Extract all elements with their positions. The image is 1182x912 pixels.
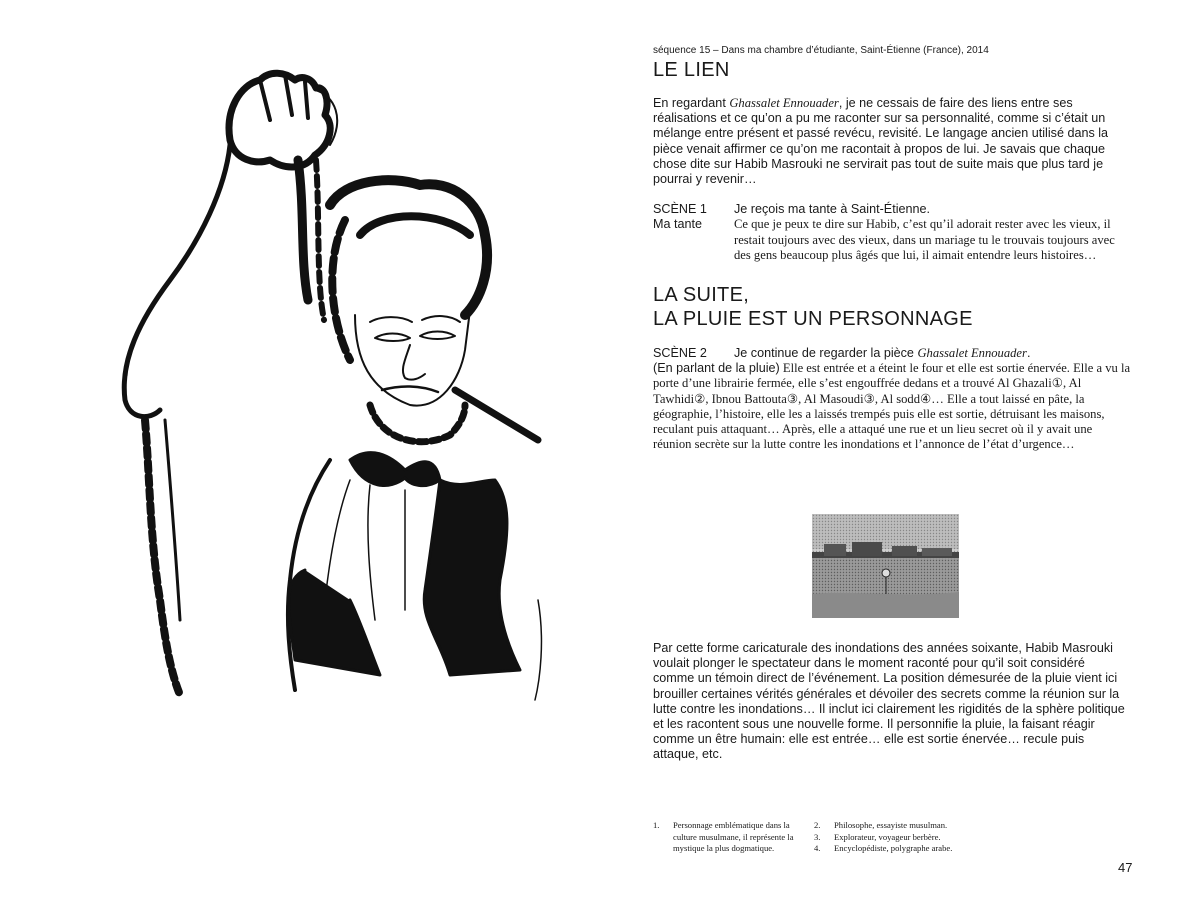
- intro-text-before: En regardant: [653, 96, 730, 110]
- conclusion-paragraph: Par cette forme caricaturale des inondations des années soixante, Habib Masrouki voulait plonger le spectateur dans le moment raconté pour qu’il soit considéré comme un témoin direct de l’événement. La position démesurée de la pluie vient ici brouiller certaines vérités générales et dévoiler des secrets comme la réunion sur la lutte contre les inondations… Il inclut ici clairement les rigidités de la sphère politique et les racontent sous une nouvelle forme. Il personnifie la pluie, la faisant réagir comme un être humain: elle est entrée… elle est sortie énervée… recule puis attaque, etc.: [653, 641, 1125, 762]
- footnote-2: [814, 820, 989, 832]
- section-2-title-line1: LA SUITE,: [653, 284, 750, 307]
- figure-illustration: [120, 60, 560, 710]
- page-number: 47: [1118, 860, 1133, 875]
- section-2-title-line2: LA PLUIE EST UN PERSONNAGE: [653, 308, 973, 331]
- scene-2-body: [653, 361, 1133, 452]
- scene-1-speaker: Ma tante: [653, 217, 703, 232]
- scene-1-dialogue: [653, 217, 1133, 263]
- scene-2-play-title: Ghassalet Ennouader: [917, 346, 1027, 361]
- footnote-3-text: Explorateur, voyageur berbère.: [834, 831, 941, 842]
- footnote-4-text: Encyclopédiste, polygraphe arabe.: [834, 843, 953, 854]
- intro-paragraph: [653, 96, 1133, 187]
- section-2-title: [653, 283, 1133, 331]
- scene-1-title: Je reçois ma tante à Saint-Étienne.: [734, 202, 931, 217]
- footnote-1-text: Personnage emblématique dans la culture musulmane, il représente la mystique la plus dogmatique.: [673, 820, 794, 854]
- footnote-1: [653, 820, 795, 855]
- footnote-3-number: 3.: [814, 831, 821, 842]
- footnote-2-text: Philosophe, essayiste musulman.: [834, 820, 948, 830]
- footnote-1-number: 1.: [653, 820, 660, 830]
- text-column: [653, 45, 1133, 452]
- scene-2-title: Je continue de regarder la pièce: [734, 346, 918, 361]
- intro-text-after: , je ne cessais de faire des liens entre ses réalisations et ce qu’on a pu me raconter sur sa personnalité, comme si c’était un mélange entre présent et passé revécu, revisité. Le langage ancien utilisé dans la pièce venait affirmer ce qu’on me racontait à propos de lui. Je savais que chaque chose dite sur Habib Masrouki ne servirait pas tout de suite mais que plus tard je pourrai y revenir…: [653, 96, 1109, 187]
- scene-2-speaker: (En parlant de la pluie): [653, 361, 780, 376]
- scene-2-label: SCÈNE 2: [653, 346, 707, 361]
- sequence-caption: séquence 15 – Dans ma chambre d’étudiante, Saint-Étienne (France), 2014: [653, 45, 989, 56]
- scene-1: [653, 202, 1133, 263]
- footnote-2-number: 2.: [814, 820, 821, 830]
- footnotes-col-1: [653, 820, 795, 855]
- footnote-3: [814, 832, 989, 844]
- footnote-4-number: 4.: [814, 843, 821, 854]
- section-title-le-lien: LE LIEN: [653, 59, 730, 81]
- flood-photo: [812, 514, 959, 618]
- footnotes-col-2: [814, 820, 989, 855]
- intro-play-title: Ghassalet Ennouader: [729, 96, 839, 110]
- scene-2-text: Elle est entrée et a éteint le four et elle est sortie énervée. Elle a vu la porte d’une librairie fermée, elle s’est engouffrée dedans et a trouvé Al Ghazali①, Al Tawhidi②, Ibnou Battouta③, Al Masoudi③, Al sodd④… Elle a tout laissé en pâte, la géographie, l’histoire, elle les a laissés trempés puis elle est sortie, détruisant les maisons, reculant puis attaquant… Après, elle a attaqué une rue et un lieu secret où il y avait une réunion secrète sur la lutte contre les inondations et l’annonce de l’état d’urgence…: [653, 361, 1131, 452]
- scene-1-quote: Ce que je peux te dire sur Habib, c’est qu’il adorait rester avec les vieux, il restait toujours avec des vieux, dans un mariage tu le trouvais toujours avec des gens beaucoup plus âgés que lui, il aimait entendre leurs histoires…: [734, 217, 1115, 262]
- scene-1-heading: [653, 202, 1133, 217]
- scene-2: [653, 346, 1133, 452]
- scene-1-label: SCÈNE 1: [653, 202, 707, 217]
- scene-2-title-end: .: [1026, 346, 1031, 361]
- footnote-4: [814, 843, 989, 855]
- scene-2-heading: [653, 346, 1133, 361]
